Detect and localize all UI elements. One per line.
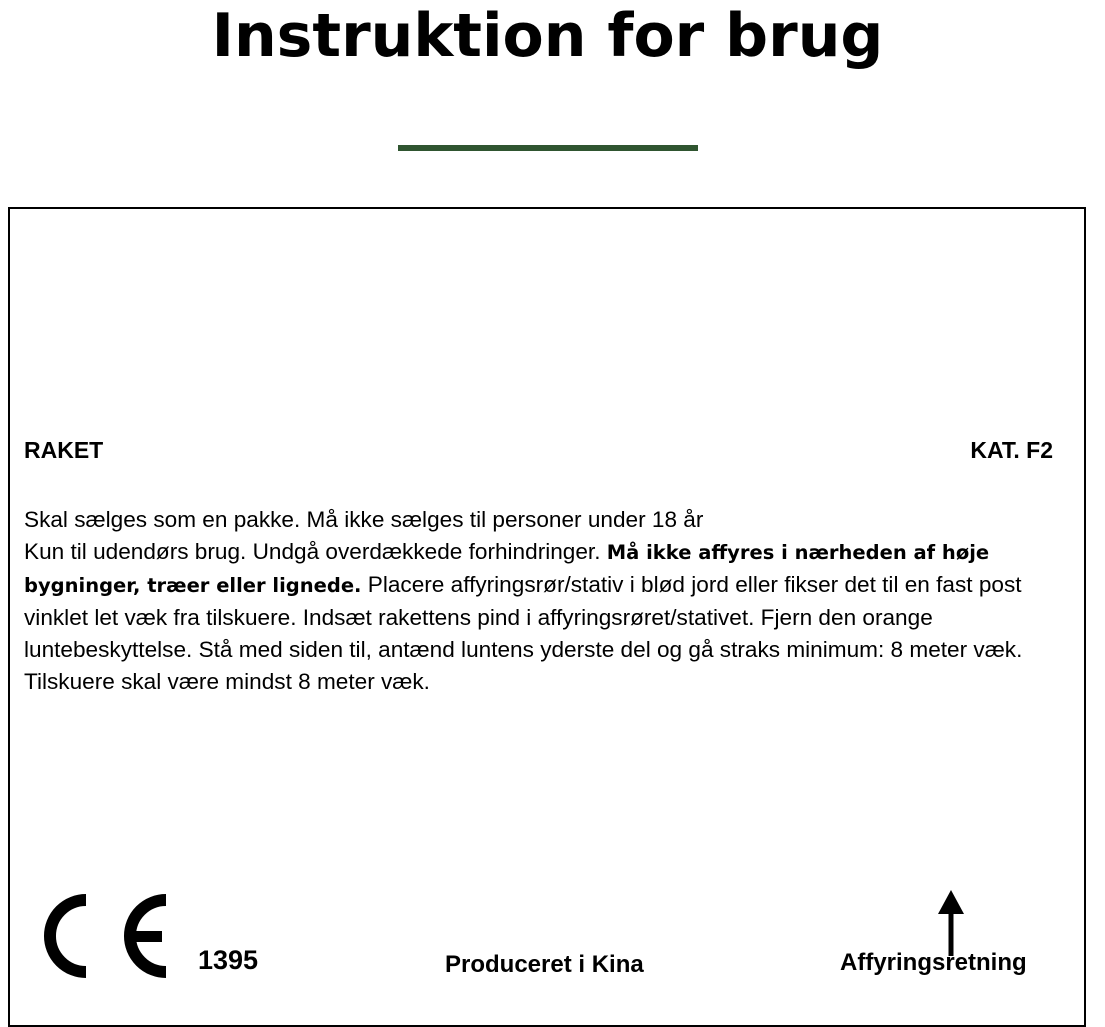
country-of-origin: Produceret i Kina	[445, 951, 644, 978]
sale-restriction-text: Skal sælges som en pakke. Må ikke sælges til personer under 18 år	[24, 507, 704, 532]
title-underline-divider	[398, 145, 698, 151]
instructions-text-part-1: Kun til udendørs brug. Undgå overdækkede forhindringer.	[24, 539, 601, 564]
product-name: RAKET	[24, 437, 104, 463]
usage-instructions	[24, 504, 1069, 698]
page-title: Instruktion for brug	[211, 1, 884, 71]
instructions-text-part-2: Placere affyringsrør/stativ i blød jord eller fikser det til en fast post vinklet let væk fra tilskuere. Indsæt rakettens pind i affyringsrøret/stativet. Fjern den orange luntebeskyttelse. Stå med siden til, antænd luntens yderste del og gå straks minimum: 8 meter væk. Tilskuere skal være mindst 8 meter væk.	[24, 572, 1023, 694]
firing-direction-label: Affyringsretning	[840, 949, 1027, 976]
category-label: KAT. F2	[970, 437, 1053, 463]
instructions-paragraph	[24, 536, 1069, 698]
safety-warning-text: Må ikke affyres i nærheden af høje bygninger, træer eller lignede.	[24, 541, 990, 597]
ce-notified-body-number: 1395	[198, 945, 259, 975]
ce-mark-icon	[36, 888, 176, 984]
